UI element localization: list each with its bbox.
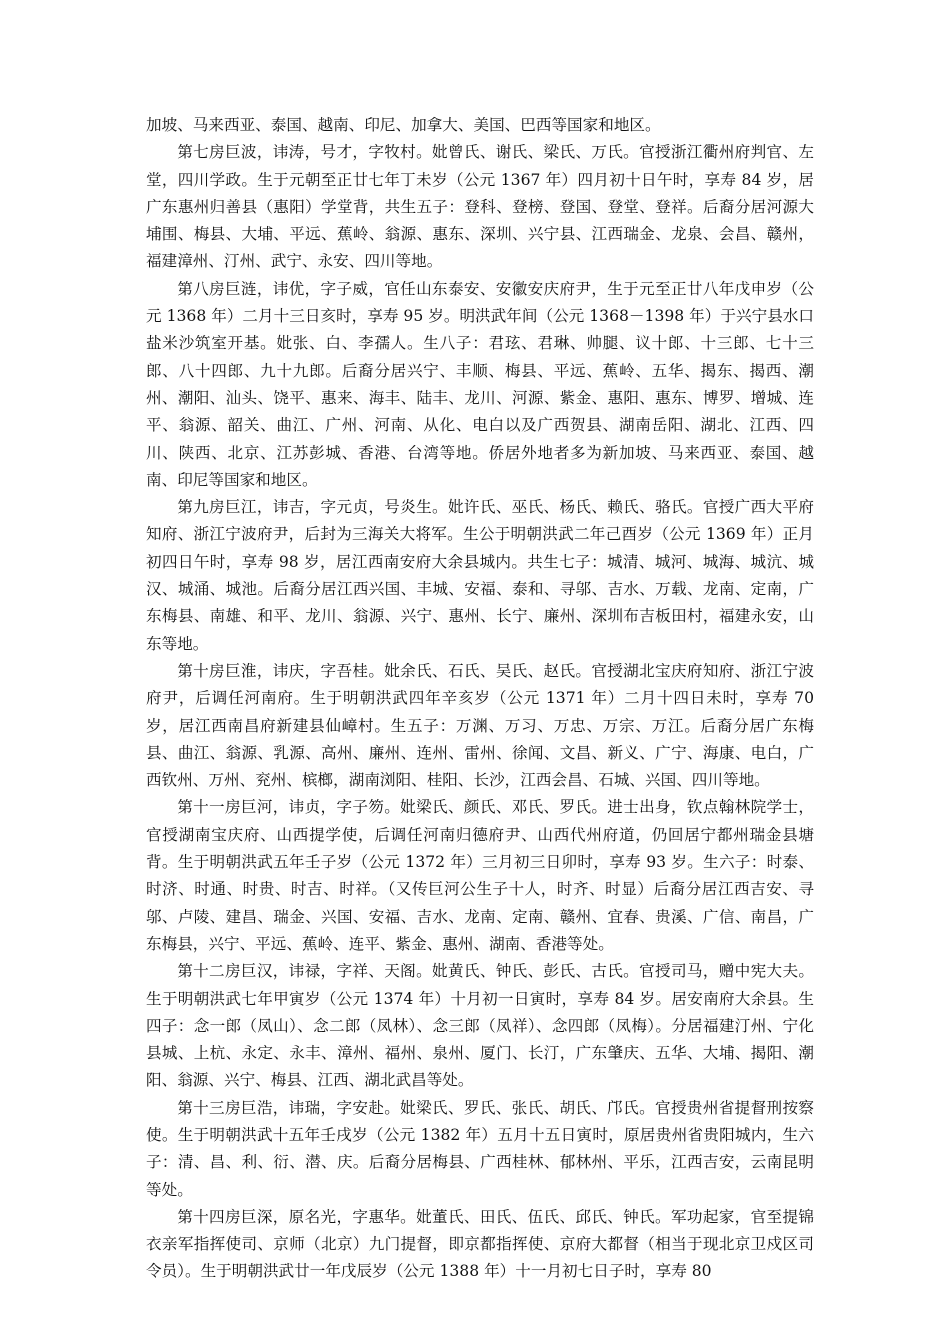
- paragraph-twelfth-branch: 第十二房巨汉，讳禄，字祥、天阁。妣黄氏、钟氏、彭氏、古氏。官授司马，赠中宪大夫。生于明朝洪武七年甲寅岁（公元 1374 年）十月初一日寅时，享寿 84 岁。居安南府大余县。生四子：念一郎（凤山）、念二郎（凤林）、念三郎（凤祥）、念四郎（凤梅）。分居福建汀州、宁化县城、上杭、永定、永丰、漳州、福州、泉州、厦门、长汀，广东肇庆、五华、大埔、揭阳、潮阳、翁源、兴宁、梅县、江西、湖北武昌等处。: [146, 962, 814, 1090]
- paragraph-continued: 加坡、马来西亚、泰国、越南、印尼、加拿大、美国、巴西等国家和地区。: [146, 116, 661, 134]
- paragraph-thirteenth-branch: 第十三房巨浩，讳瑞，字安赴。妣梁氏、罗氏、张氏、胡氏、邝氏。官授贵州省提督刑按察使。生于明朝洪武十五年壬戌岁（公元 1382 年）五月十五日寅时，原居贵州省贵阳城内，生六子：清、昌、利、衍、潜、庆。后裔分居梅县、广西桂林、郁林州、平乐，江西吉安，云南昆明等处。: [146, 1098, 814, 1199]
- paragraph-seventh-branch: 第七房巨波，讳涛，号才，字牧村。妣曾氏、谢氏、梁氏、万氏。官授浙江衢州府判官、左堂，四川学政。生于元朝至正廿七年丁未岁（公元 1367 年）四月初十日午时，享寿 84 岁，居广东惠州归善县（惠阳）学堂背，共生五子：登科、登榜、登国、登堂、登祥。后裔分居河源大埔围、梅县、大埔、平远、蕉岭、翁源、惠东、深圳、兴宁县、江西瑞金、龙泉、会昌、赣州，福建漳州、汀州、武宁、永安、四川等地。: [146, 143, 814, 271]
- paragraph-fourteenth-branch: 第十四房巨深，原名光，字惠华。妣董氏、田氏、伍氏、邱氏、钟氏。军功起家，官至提锦衣亲军指挥使司、京师（北京）九门提督，即京都指挥使、京府大都督（相当于现北京卫戍区司令员）。生于明朝洪武廿一年戊辰岁（公元 1388 年）十一月初七日子时，享寿 80: [146, 1207, 814, 1281]
- document-page: [146, 112, 814, 1286]
- paragraph-eleventh-branch: 第十一房巨河，讳贞，字子笏。妣梁氏、颜氏、邓氏、罗氏。进士出身，钦点翰林院学士，官授湖南宝庆府、山西提学使，后调任河南归德府尹、山西代州府道，仍回居宁都州瑞金县塘背。生于明朝洪武五年壬子岁（公元 1372 年）三月初三日卯时，享寿 93 岁。生六子：时泰、时济、时通、时贵、时吉、时祥。（又传巨河公生子十人，时齐、时显）后裔分居江西吉安、寻邬、卢陵、建昌、瑞金、兴国、安福、吉水、龙南、定南、赣州、宜春、贵溪、广信、南昌，广东梅县，兴宁、平远、蕉岭、连平、紫金、惠州、湖南、香港等处。: [146, 798, 814, 953]
- paragraph-tenth-branch: 第十房巨淮，讳庆，字吾桂。妣余氏、石氏、吴氏、赵氏。官授湖北宝庆府知府、浙江宁波府尹，后调任河南府。生于明朝洪武四年辛亥岁（公元 1371 年）二月十四日未时，享寿 70 岁，居江西南昌府新建县仙嶂村。生五子：万渊、万习、万忠、万宗、万江。后裔分居广东梅县、曲江、翁源、乳源、高州、廉州、连州、雷州、徐闻、文昌、新义、广宁、海康、电白，广西钦州、万州、兖州、槟榔，湖南浏阳、桂阳、长沙，江西会昌、石城、兴国、四川等地。: [146, 661, 814, 790]
- paragraph-eighth-branch: 第八房巨涟，讳优，字子威，官任山东泰安、安徽安庆府尹，生于元至正廿八年戊申岁（公元 1368 年）二月十三日亥时，享寿 95 岁。明洪武年间（公元 1368－1398 年）于兴宁县水口盐米沙筑室开基。妣张、白、李孺人。生八子：君玹、君琳、帅腿、议十郎、十三郎、七十三郎、八十四郎、九十九郎。后裔分居兴宁、丰顺、梅县、平远、蕉岭、五华、揭东、揭西、潮州、潮阳、汕头、饶平、惠来、海丰、陆丰、龙川、河源、紫金、惠阳、惠东、博罗、增城、连平、翁源、韶关、曲江、广州、河南、从化、电白以及广西贺县、湖南岳阳、湖北、江西、四川、陕西、北京、江苏彭城、香港、台湾等地。侨居外地者多为新加坡、马来西亚、泰国、越南、印尼等国家和地区。: [146, 279, 814, 489]
- paragraph-ninth-branch: 第九房巨江，讳吉，字元贞，号炎生。妣许氏、巫氏、杨氏、赖氏、骆氏。官授广西大平府知府、浙江宁波府尹，后封为三海关大将军。生公于明朝洪武二年己酉岁（公元 1369 年）正月初四日午时，享寿 98 岁，居江西南安府大余县城内。共生七子：城清、城河、城海、城沆、城汉、城涌、城池。后裔分居江西兴国、丰城、安福、泰和、寻邬、吉水、万载、龙南、定南，广东梅县、南雄、和平、龙川、翁源、兴宁、惠州、长宁、廉州、深圳布吉板田村，福建永安，山东等地。: [146, 498, 814, 653]
